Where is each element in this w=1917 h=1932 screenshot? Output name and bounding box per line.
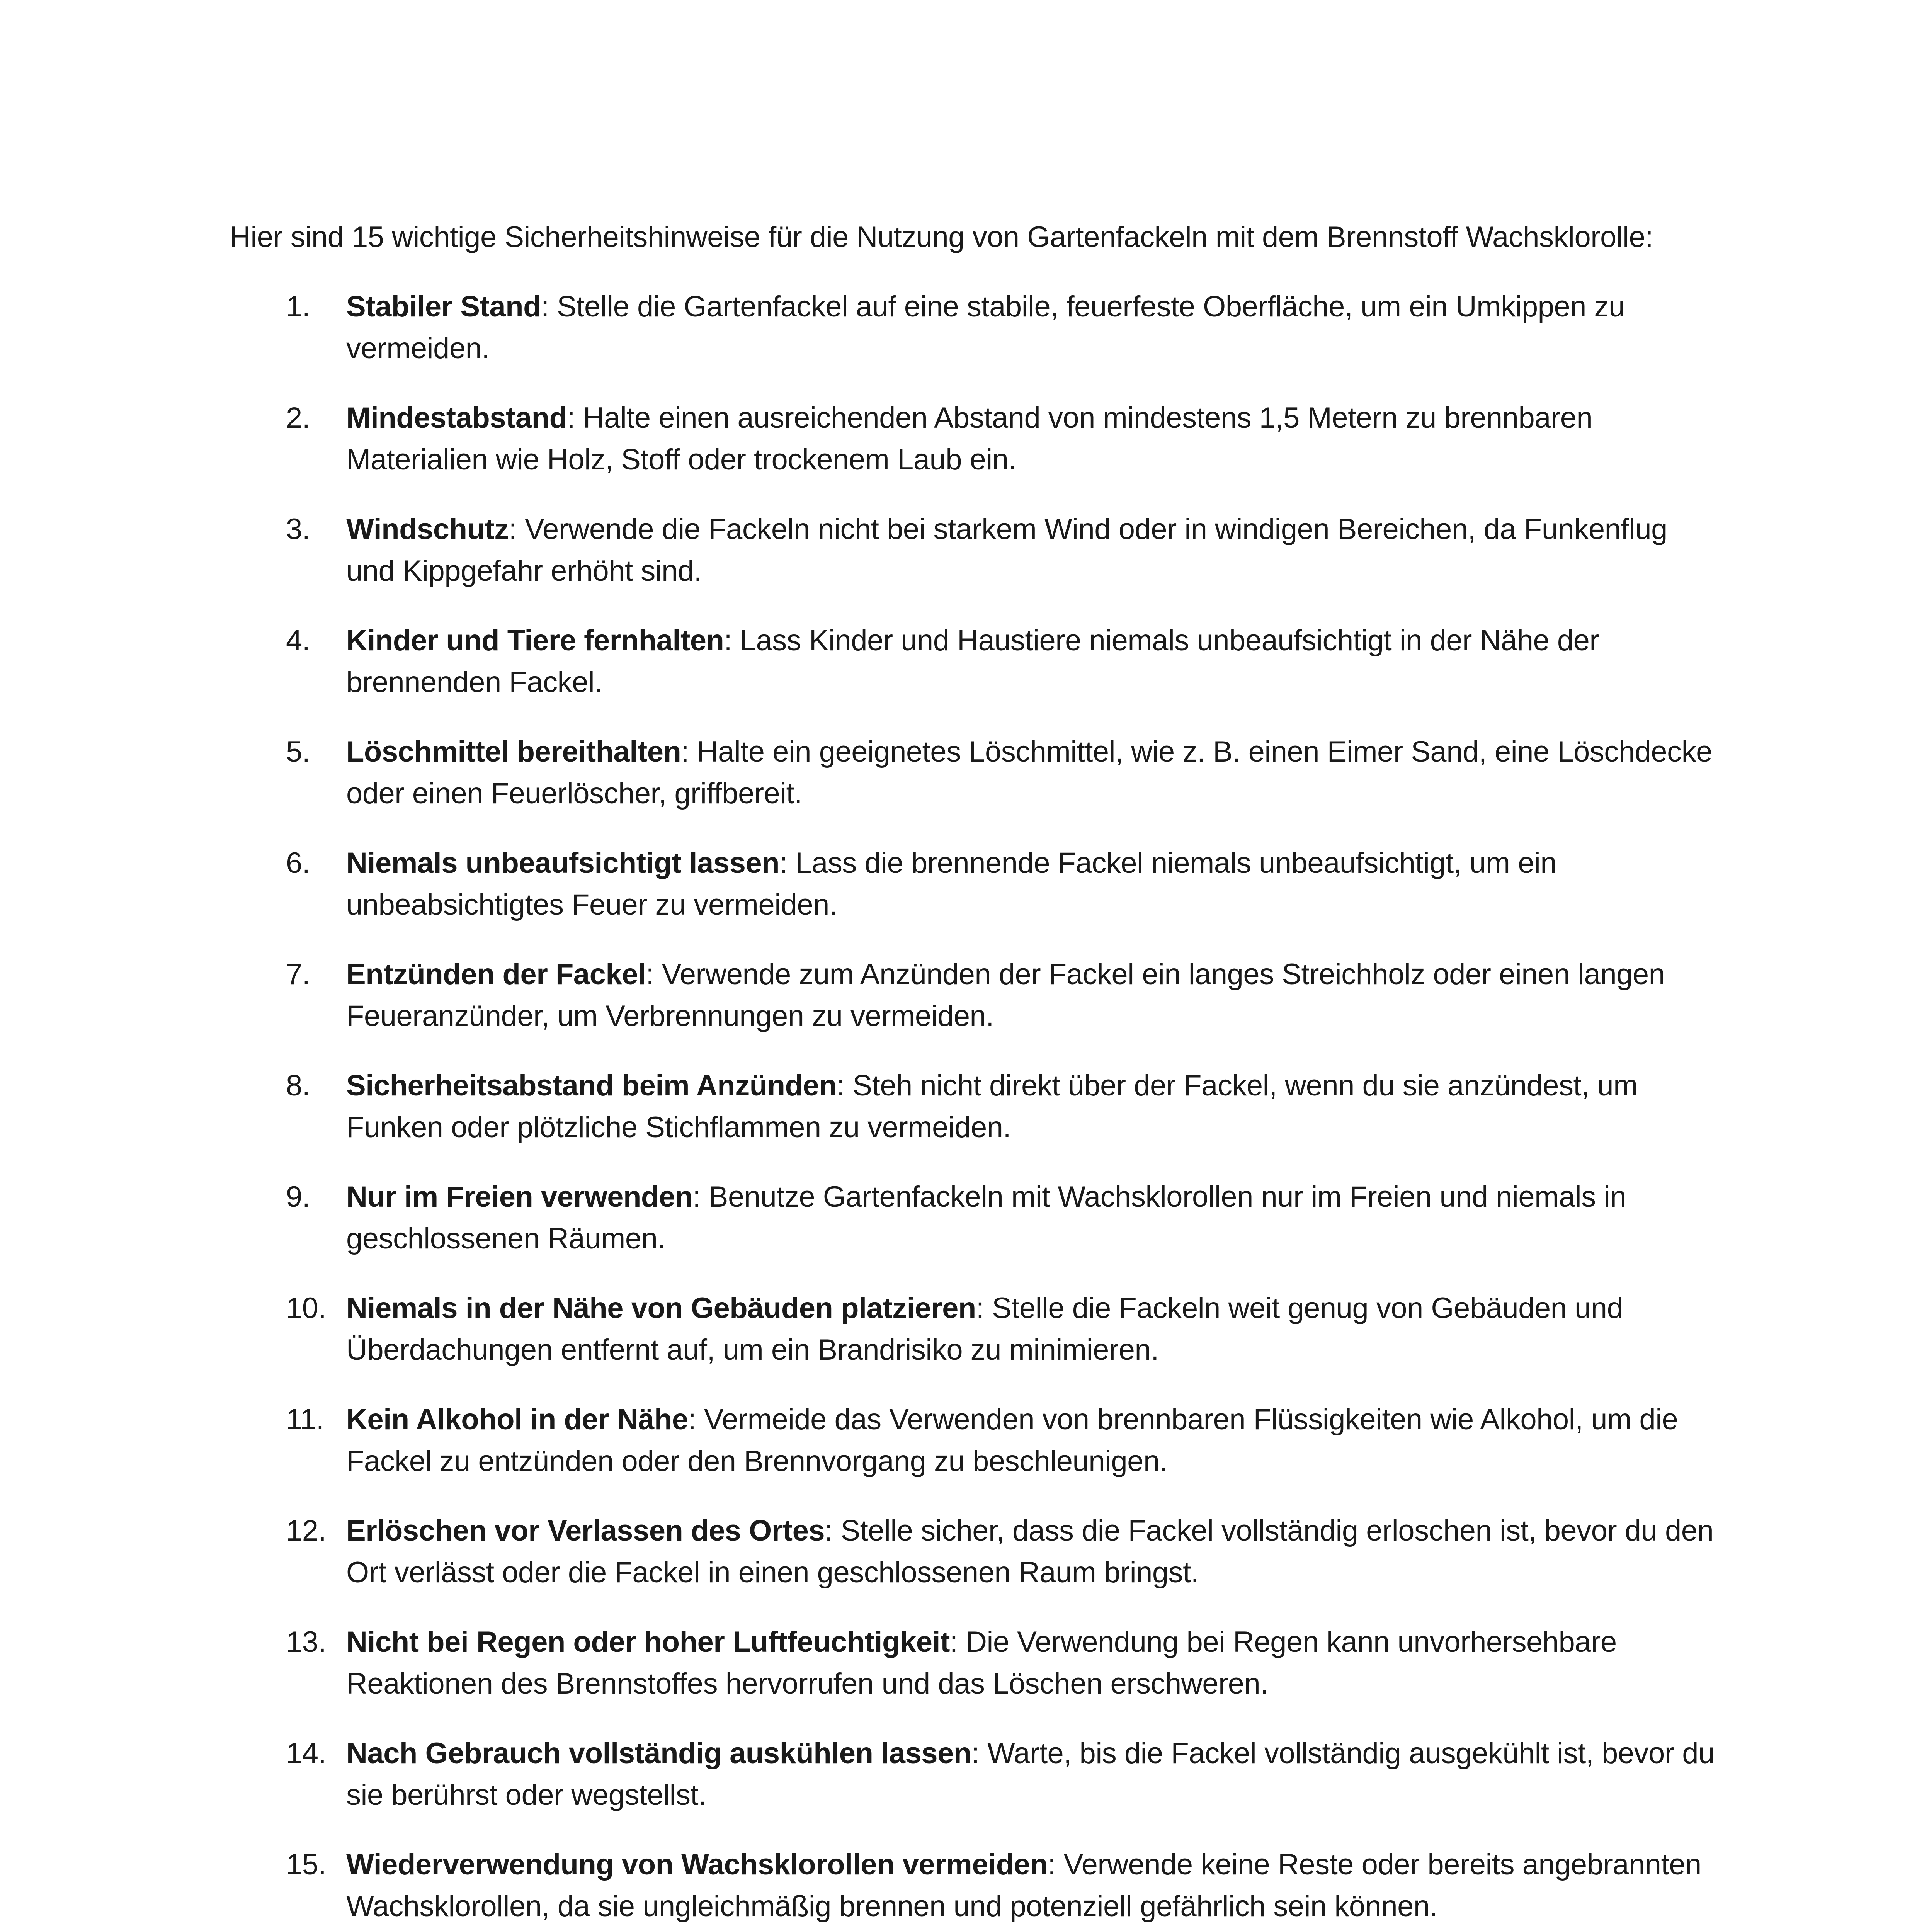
list-item-number: 12.: [286, 1514, 327, 1547]
list-item-text: : Halte einen ausreichenden Abstand von mindestens 1,5 Metern zu brennbaren Materialien wie Holz, Stoff oder trockenem Laub ein.: [346, 401, 1593, 476]
list-item-text: : Warte, bis die Fackel vollständig ausgekühlt ist, bevor du sie berührst oder wegstellst.: [346, 1737, 1715, 1811]
list-item-text: : Verwende die Fackeln nicht bei starkem Wind oder in windigen Bereichen, da Funkenflug und Kippgefahr erhöht sind.: [346, 513, 1667, 587]
list-item-number: 13.: [286, 1626, 327, 1658]
list-item-title: Mindestabstand: [346, 401, 567, 434]
list-item-title: Niemals unbeaufsichtigt lassen: [346, 847, 780, 879]
list-item: [230, 954, 1717, 1037]
list-item-number: 9.: [286, 1180, 310, 1213]
list-item-title: Entzünden der Fackel: [346, 958, 646, 991]
list-item-title: Erlöschen vor Verlassen des Ortes: [346, 1514, 825, 1547]
list-item-text: : Vermeide das Verwenden von brennbaren Flüssigkeiten wie Alkohol, um die Fackel zu entzünden oder den Brennvorgang zu beschleunigen.: [346, 1403, 1678, 1478]
list-item: [230, 1176, 1717, 1260]
list-item-text: : Benutze Gartenfackeln mit Wachsklorollen nur im Freien und niemals in geschlossenen Räumen.: [346, 1180, 1626, 1255]
list-item-text: : Stelle die Fackeln weit genug von Gebäuden und Überdachungen entfernt auf, um ein Brandrisiko zu minimieren.: [346, 1292, 1623, 1366]
list-item: [230, 620, 1717, 703]
list-item-number: 5.: [286, 735, 310, 768]
list-item-number: 11.: [286, 1403, 324, 1436]
list-item-title: Kinder und Tiere fernhalten: [346, 624, 724, 657]
list-item: [230, 509, 1717, 592]
list-item-number: 15.: [286, 1848, 327, 1881]
list-item-title: Nicht bei Regen oder hoher Luftfeuchtigkeit: [346, 1626, 950, 1658]
list-item: [230, 1844, 1717, 1927]
list-item-title: Stabiler Stand: [346, 290, 541, 323]
list-item: [230, 1399, 1717, 1482]
safety-tips-list: [230, 286, 1717, 1927]
list-item-number: 3.: [286, 513, 310, 546]
list-item-title: Nach Gebrauch vollständig auskühlen lassen: [346, 1737, 971, 1770]
list-item-title: Niemals in der Nähe von Gebäuden platzieren: [346, 1292, 976, 1325]
intro-paragraph: Hier sind 15 wichtige Sicherheitshinweise für die Nutzung von Gartenfackeln mit dem Brennstoff Wachsklorolle:: [230, 221, 1653, 253]
list-item-number: 14.: [286, 1737, 327, 1770]
list-item: [230, 397, 1717, 481]
list-item-title: Löschmittel bereithalten: [346, 735, 681, 768]
list-item: [230, 1621, 1717, 1705]
list-item-number: 2.: [286, 401, 310, 434]
list-item: [230, 1065, 1717, 1148]
list-item: [230, 1287, 1717, 1371]
list-item: [230, 731, 1717, 815]
list-item-number: 10.: [286, 1292, 327, 1325]
list-item-text: : Die Verwendung bei Regen kann unvorhersehbare Reaktionen des Brennstoffes hervorrufen und das Löschen erschweren.: [346, 1626, 1617, 1700]
list-item-text: : Stelle die Gartenfackel auf eine stabile, feuerfeste Oberfläche, um ein Umkippen zu vermeiden.: [346, 290, 1625, 365]
list-item-text: : Lass die brennende Fackel niemals unbeaufsichtigt, um ein unbeabsichtigtes Feuer zu vermeiden.: [346, 847, 1557, 921]
list-item-number: 1.: [286, 290, 310, 323]
list-item-number: 4.: [286, 624, 310, 657]
list-item-number: 6.: [286, 847, 310, 879]
list-item-number: 8.: [286, 1069, 310, 1102]
list-item: [230, 286, 1717, 369]
list-item-number: 7.: [286, 958, 310, 991]
list-item-title: Windschutz: [346, 513, 509, 546]
list-item-text: : Halte ein geeignetes Löschmittel, wie z. B. einen Eimer Sand, eine Löschdecke oder einen Feuerlöscher, griffbereit.: [346, 735, 1712, 810]
document-body: [230, 216, 1717, 1932]
list-item-text: : Lass Kinder und Haustiere niemals unbeaufsichtigt in der Nähe der brennenden Fackel.: [346, 624, 1599, 699]
list-item: [230, 842, 1717, 926]
list-item-text: : Stelle sicher, dass die Fackel vollständig erloschen ist, bevor du den Ort verlässt oder die Fackel in einen geschlossenen Raum bringst.: [346, 1514, 1714, 1589]
list-item-title: Wiederverwendung von Wachsklorollen vermeiden: [346, 1848, 1048, 1881]
list-item-title: Kein Alkohol in der Nähe: [346, 1403, 688, 1436]
list-item-title: Nur im Freien verwenden: [346, 1180, 693, 1213]
list-item: [230, 1733, 1717, 1816]
list-item-title: Sicherheitsabstand beim Anzünden: [346, 1069, 837, 1102]
list-item: [230, 1510, 1717, 1594]
list-item-text: : Verwende keine Reste oder bereits angebrannten Wachsklorollen, da sie ungleichmäßig brennen und potenziell gefährlich sein können.: [346, 1848, 1701, 1923]
list-item-text: : Verwende zum Anzünden der Fackel ein langes Streichholz oder einen langen Feueranzünder, um Verbrennungen zu vermeiden.: [346, 958, 1665, 1032]
list-item-text: : Steh nicht direkt über der Fackel, wenn du sie anzündest, um Funken oder plötzliche Stichflammen zu vermeiden.: [346, 1069, 1638, 1144]
